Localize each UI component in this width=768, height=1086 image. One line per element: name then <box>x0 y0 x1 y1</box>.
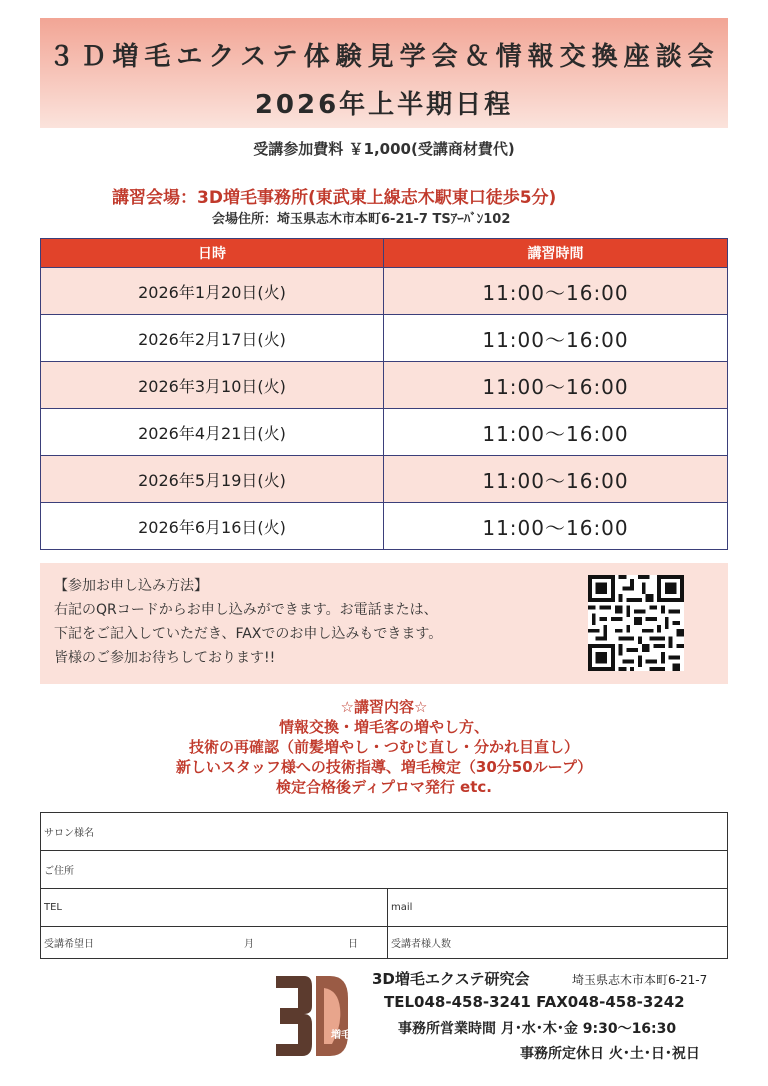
content-heading: ☆講習内容☆ <box>340 698 428 716</box>
venue-address: 会場住所：埼玉県志木市本町6-21-7 TSｱｰﾊﾞﾝ102 <box>212 212 511 227</box>
schedule-header-row <box>41 239 728 268</box>
schedule-date: 2026年6月16日(火) <box>41 503 384 550</box>
form-row <box>41 889 728 927</box>
day-label: 日 <box>345 927 388 959</box>
table-row <box>41 362 728 409</box>
desired-date-field[interactable]: 受講希望日 <box>41 927 242 959</box>
schedule-date: 2026年1月20日(火) <box>41 268 384 315</box>
tel-field[interactable]: TEL <box>41 889 388 927</box>
table-row <box>41 456 728 503</box>
mail-field[interactable]: mail <box>388 889 728 927</box>
table-row <box>41 268 728 315</box>
schedule-date: 2026年3月10日(火) <box>41 362 384 409</box>
application-form <box>40 812 728 959</box>
table-row <box>41 503 728 550</box>
fee-text: 受講参加費料 ￥1,000(受講商材費代) <box>253 140 515 158</box>
header-time: 講習時間 <box>384 239 728 268</box>
logo-text: 増毛 <box>331 1030 351 1041</box>
apply-heading: 【参加お申し込み方法】 <box>54 578 208 594</box>
apply-line: 右記のQRコードからお申し込みができます。お電話または、 <box>54 602 438 618</box>
form-row <box>41 851 728 889</box>
schedule-date: 2026年5月19日(火) <box>41 456 384 503</box>
organization-address: 埼玉県志木市本町6-21-7 <box>572 973 708 987</box>
apply-line: 皆様のご参加お待ちしております!! <box>54 650 276 666</box>
office-hours: 事務所営業時間 月･水･木･金 9:30〜16:30 <box>398 1021 677 1037</box>
content-line: 新しいスタッフ様への技術指導、増毛検定（30分50ループ） <box>175 758 593 776</box>
table-row <box>41 409 728 456</box>
salon-name-field[interactable]: サロン様名 <box>41 813 728 851</box>
organization-name: 3D増毛エクステ研究会 <box>372 970 530 988</box>
content-line: 情報交換・増毛客の増やし方、 <box>278 718 489 736</box>
schedule-date: 2026年2月17日(火) <box>41 315 384 362</box>
page-title: ３Ｄ増毛エクステ体験見学会＆情報交換座談会 <box>48 42 720 72</box>
venue-name: 講習会場：3D増毛事務所(東武東上線志木駅東口徒歩5分) <box>112 188 557 208</box>
month-label: 月 <box>241 927 345 959</box>
header-date: 日時 <box>41 239 384 268</box>
schedule-date: 2026年4月21日(火) <box>41 409 384 456</box>
company-logo <box>272 968 352 1060</box>
form-row <box>41 927 728 959</box>
apply-line: 下記をご記入していただき、FAXでのお申し込みもできます。 <box>54 626 443 642</box>
content-line: 検定合格後ディプロマ発行 etc. <box>276 778 492 796</box>
content-line: 技術の再確認（前髪増やし・つむじ直し・分かれ目直し） <box>188 738 579 756</box>
address-field[interactable]: ご住所 <box>41 851 728 889</box>
schedule-time: 11:00〜16:00 <box>384 409 728 456</box>
schedule-time: 11:00〜16:00 <box>384 456 728 503</box>
schedule-time: 11:00〜16:00 <box>384 268 728 315</box>
schedule-time: 11:00〜16:00 <box>384 503 728 550</box>
office-holidays: 事務所定休日 火･土･日･祝日 <box>520 1046 700 1062</box>
page-subtitle: 2026年上半期日程 <box>254 90 514 120</box>
schedule-time: 11:00〜16:00 <box>384 315 728 362</box>
form-row <box>41 813 728 851</box>
schedule-time: 11:00〜16:00 <box>384 362 728 409</box>
qr-code-icon[interactable] <box>588 575 684 671</box>
title-banner <box>40 18 728 128</box>
attendees-field[interactable]: 受講者様人数 <box>388 927 728 959</box>
schedule-table <box>40 238 728 550</box>
tel-fax: TEL048-458-3241 FAX048-458-3242 <box>384 993 685 1011</box>
table-row <box>41 315 728 362</box>
